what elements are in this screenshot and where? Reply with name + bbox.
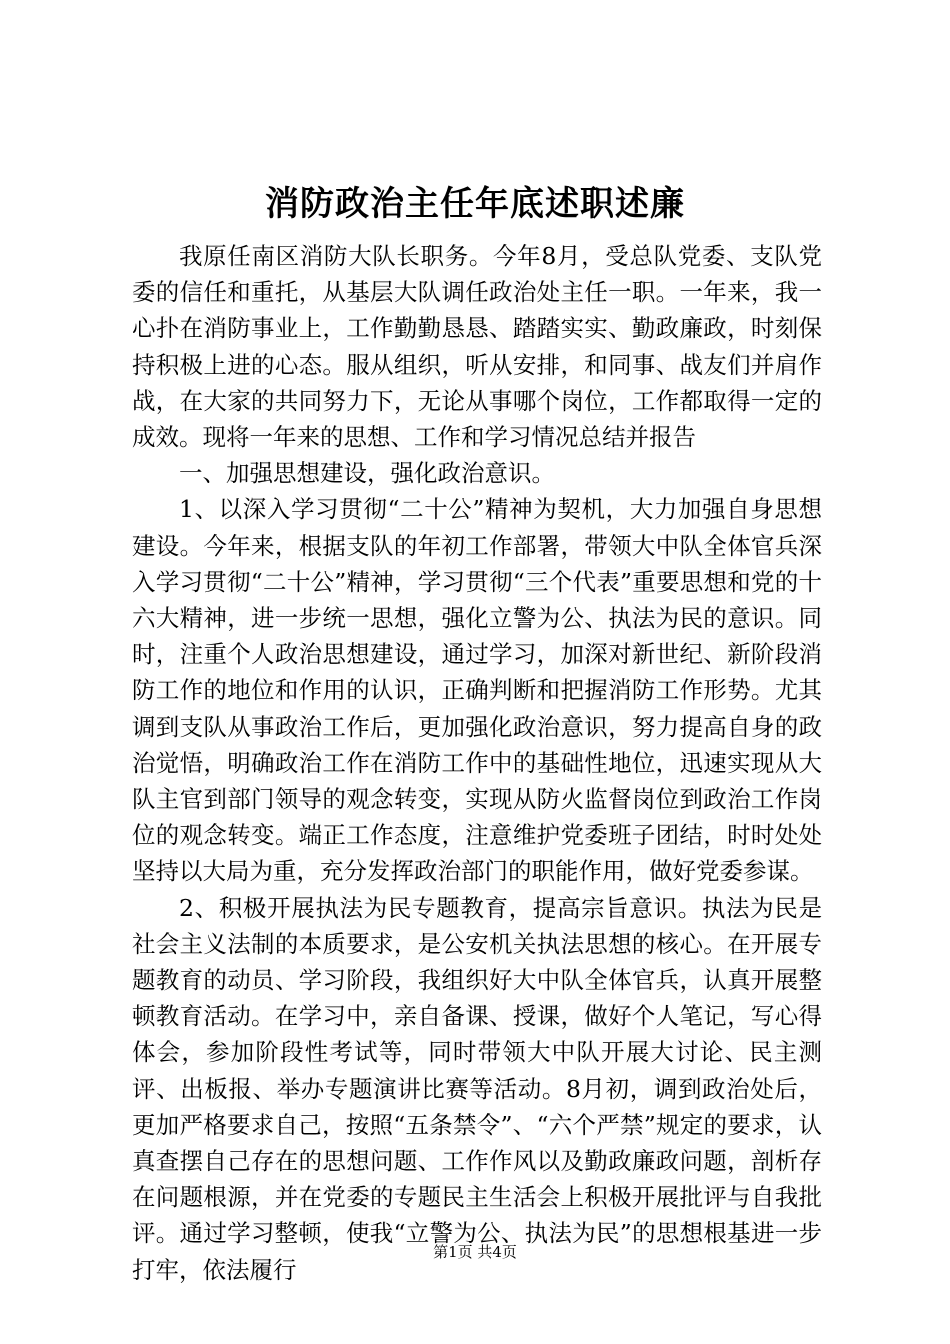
page-title: 消防政治主任年底述职述廉 xyxy=(265,184,685,224)
paragraph-item-1: 1、以深入学习贯彻“二十公”精神为契机，大力加强自身思想建设。今年来，根据支队的年初工作部署，带领大中队全体官兵深入学习贯彻“二十公”精神，学习贯彻“三个代表”重要思想和党的十六大精神，进一步统一思想，强化立警为公、执法为民的意识。同时，注重个人政治思想建设，通过学习，加深对新世纪、新阶段消防工作的地位和作用的认识，正确判断和把握消防工作形势。尤其调到支队从事政治工作后，更加强化政治意识，努力提高自身的政治觉悟，明确政治工作在消防工作中的基础性地位，迅速实现从大队主官到部门领导的观念转变，实现从防火监督岗位到政治工作岗位的观念转变。端正工作态度，注意维护党委班子团结，时时处处坚持以大局为重，充分发挥政治部门的职能作用，做好党委参谋。 xyxy=(132,495,822,886)
page-footer: 第1页 共4页 xyxy=(433,1243,517,1261)
document-body xyxy=(132,238,822,1288)
paragraph-intro: 我原任南区消防大队长职务。今年8月，受总队党委、支队党委的信任和重托，从基层大队调任政治处主任一职。一年来，我一心扑在消防事业上，工作勤勤恳恳、踏踏实实、勤政廉政，时刻保持积极上进的心态。服从组织，听从安排，和同事、战友们并肩作战，在大家的共同努力下，无论从事哪个岗位，工作都取得一定的成效。现将一年来的思想、工作和学习情况总结并报告 xyxy=(132,242,822,452)
section-heading-1: 一、加强思想建设，强化政治意识。 xyxy=(179,459,555,488)
paragraph-item-2: 2、积极开展执法为民专题教育，提高宗旨意识。执法为民是社会主义法制的本质要求，是公安机关执法思想的核心。在开展专题教育的动员、学习阶段，我组织好大中队全体官兵，认真开展整顿教育活动。在学习中，亲自备课、授课，做好个人笔记，写心得体会，参加阶段性考试等，同时带领大中队开展大讨论、民主测评、出板报、举办专题演讲比赛等活动。8月初，调到政治处后，更加严格要求自己，按照“五条禁令”、“六个严禁”规定的要求，认真查摆自己存在的思想问题、工作作风以及勤政廉政问题，剖析存在问题根源，并在党委的专题民主生活会上积极开展批评与自我批评。通过学习整顿，使我“立警为公、执法为民”的思想根基进一步打牢，依法履行 xyxy=(132,893,822,1284)
